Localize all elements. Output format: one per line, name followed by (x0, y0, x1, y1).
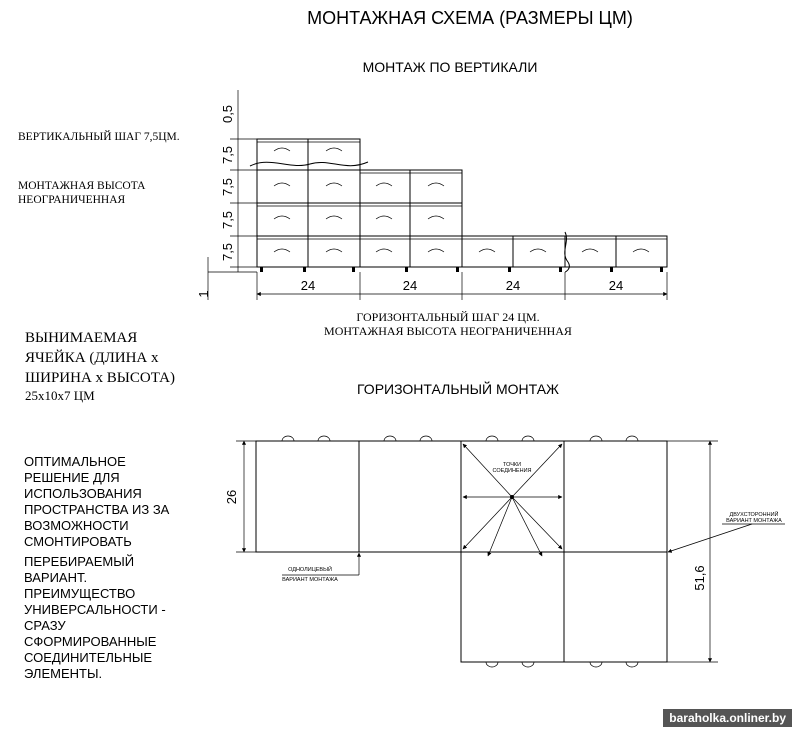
vertical-dimensions (196, 90, 257, 300)
mount-height-label-1: МОНТАЖНАЯ ВЫСОТА (18, 180, 146, 192)
note-line: УНИВЕРСАЛЬНОСТИ - (24, 602, 166, 617)
dim-top: 0,5 (220, 104, 235, 124)
mount-height-label-2: НЕОГРАНИЧЕННАЯ (18, 194, 126, 206)
page-title: МОНТАЖНАЯ СХЕМА (РАЗМЕРЫ ЦМ) (307, 8, 633, 28)
notes-block (24, 454, 170, 681)
double-side-label-2: ВАРИАНТ МОНТАЖА (726, 518, 782, 524)
single-side-label-2: ВАРИАНТ МОНТАЖА (282, 577, 338, 583)
dim-row-2: 7,5 (220, 177, 235, 197)
cell-info-4: 25х10х7 ЦМ (25, 388, 95, 403)
double-side-label-1: ДВУХСТОРОННИЙ (729, 512, 779, 518)
note-line: СФОРМИРОВАННЫЕ (24, 634, 157, 649)
dim-row-1: 7,5 (220, 145, 235, 165)
cell-info-3: ШИРИНА х ВЫСОТА) (25, 370, 175, 386)
horizontal-dimensions (257, 272, 667, 300)
vertical-bin-stack (250, 139, 667, 272)
note-line: РЕШЕНИЕ ДЛЯ (24, 470, 120, 485)
single-side-label-1: ОДНОЛИЦЕВЫЙ (288, 567, 332, 573)
note-line: ПРОСТРАНСТВА ИЗ ЗА (24, 502, 170, 517)
dim-bottom: 1 (196, 290, 211, 298)
note-line: ОПТИМАЛЬНОЕ (24, 454, 126, 469)
cell-info-1: ВЫНИМАЕМАЯ (25, 330, 138, 346)
connection-points-label-2: СОЕДИНЕНИЯ (492, 468, 532, 474)
note-line: ПЕРЕБИРАЕМЫЙ (24, 554, 135, 569)
note-line: ВОЗМОЖНОСТИ (24, 518, 129, 533)
dim-width-2: 24 (402, 278, 418, 293)
dim-row-4: 7,5 (220, 242, 235, 262)
horiz-step-label: ГОРИЗОНТАЛЬНЫЙ ШАГ 24 ЦМ. (356, 310, 540, 324)
horizontal-heading: ГОРИЗОНТАЛЬНЫЙ МОНТАЖ (357, 381, 559, 397)
note-line: ИСПОЛЬЗОВАНИЯ (24, 486, 142, 501)
note-line: СРАЗУ (24, 618, 66, 633)
vertical-heading: МОНТАЖ ПО ВЕРТИКАЛИ (362, 59, 538, 75)
dim-row-3: 7,5 (220, 210, 235, 230)
note-line: ЭЛЕМЕНТЫ. (24, 666, 103, 681)
cell-info-2: ЯЧЕЙКА (ДЛИНА х (25, 350, 159, 366)
dim-height-value: 26 (224, 489, 239, 505)
note-line: СОЕДИНИТЕЛЬНЫЕ (24, 650, 153, 665)
watermark: baraholka.onliner.by (663, 709, 792, 727)
vertical-step-label: ВЕРТИКАЛЬНЫЙ ШАГ 7,5ЦМ. (18, 131, 180, 143)
note-line: ПРЕИМУЩЕСТВО (24, 586, 136, 601)
note-line: СМОНТИРОВАТЬ (24, 534, 132, 549)
dim-width-4: 24 (608, 278, 624, 293)
connection-points-label-1: ТОЧКИ (502, 462, 522, 468)
dim-width-1: 24 (300, 278, 316, 293)
dim-width-3: 24 (505, 278, 521, 293)
horizontal-layout (256, 436, 667, 667)
dim-total-value: 51,6 (692, 565, 707, 591)
dim-51-6 (667, 441, 718, 662)
dim-26 (224, 441, 256, 552)
horiz-height-label: МОНТАЖНАЯ ВЫСОТА НЕОГРАНИЧЕННАЯ (324, 324, 572, 338)
note-line: ВАРИАНТ. (24, 570, 88, 585)
